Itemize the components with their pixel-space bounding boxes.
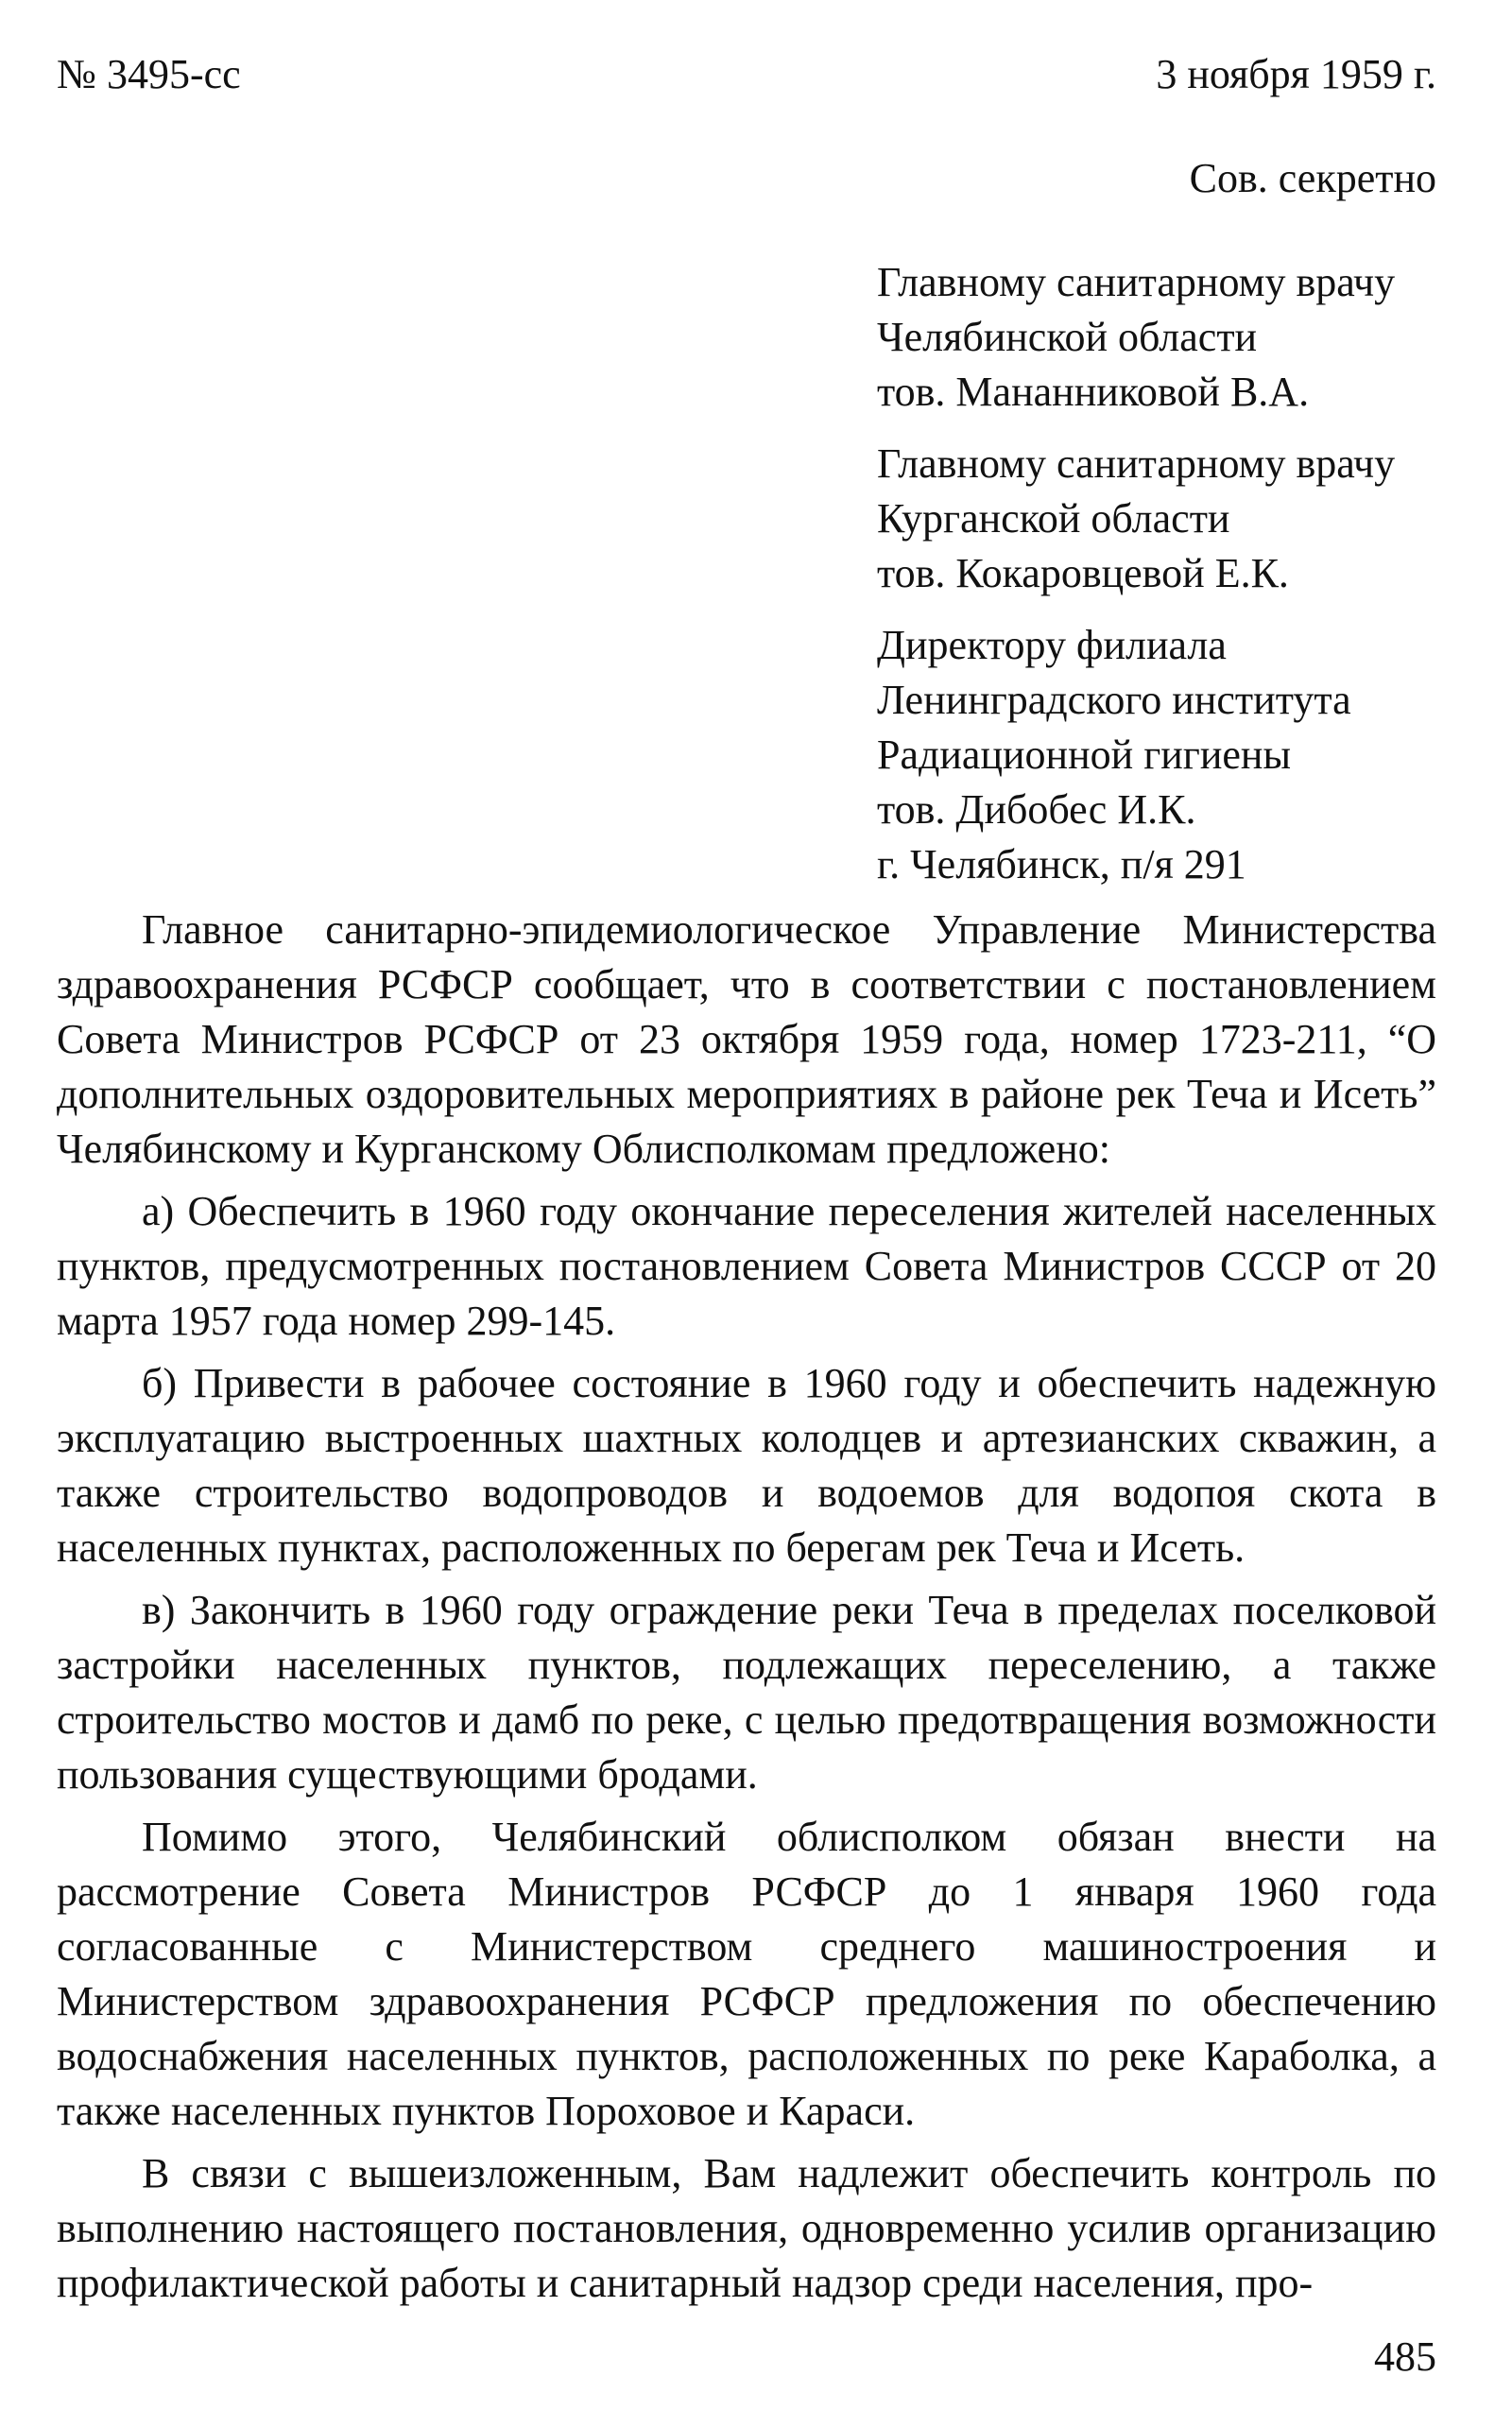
recipient-line: Челябинской области xyxy=(877,314,1258,360)
document-header xyxy=(57,38,1436,104)
document-number: № 3495-сс xyxy=(57,51,241,97)
recipient-line: Курганской области xyxy=(877,495,1230,542)
recipient-line: тов. Кокаровцевой Е.К. xyxy=(877,550,1289,596)
recipient-line: тов. Дибобес И.К. xyxy=(877,786,1196,833)
recipient-line: Главному санитарному врачу xyxy=(877,259,1396,305)
document-body xyxy=(57,903,1436,2318)
body-paragraph-item-a: а) Обеспечить в 1960 году окончание переселения жителей населенных пунктов, предусмотренных постановлением Совета Министров СССР от 20 марта 1957 года номер 299-145. xyxy=(57,1188,1436,1344)
recipient-institute xyxy=(877,618,1436,892)
recipient-line: Директору филиала xyxy=(877,622,1227,668)
recipient-kurgan xyxy=(877,437,1436,601)
recipient-line: Ленинградского института xyxy=(877,677,1351,723)
document-page xyxy=(57,38,1436,2380)
recipient-line: г. Челябинск, п/я 291 xyxy=(877,841,1246,887)
recipient-line: тов. Мананниковой В.А. xyxy=(877,369,1310,415)
document-date: 3 ноября 1959 г. xyxy=(1156,51,1436,97)
recipient-line: Радиационной гигиены xyxy=(877,732,1292,778)
recipient-line: Главному санитарному врачу xyxy=(877,440,1396,487)
body-paragraph-intro: Главное санитарно-эпидемиологическое Управление Министерства здравоохранения РСФСР сообщает, что в соответствии с постановлением Совета Министров РСФСР от 23 октября 1959 года, номер 1723-211, “О дополнительных оздоровительных мероприятиях в районе рек Теча и Исеть” Челябинскому и Курганскому Облисполкомам предложено: xyxy=(57,906,1436,1172)
body-paragraph-item-v: в) Закончить в 1960 году ограждение реки Теча в пределах поселковой застройки населенных пунктов, подлежащих переселению, а также строительство мостов и дамб по реке, с целью предотвращения возможности пользования существующими бродами. xyxy=(57,1587,1436,1798)
body-paragraph-conclusion: В связи с вышеизложенным, Вам надлежит обеспечить контроль по выполнению настоящего постановления, одновременно усилив организацию профилактической работы и санитарный надзор среди населения, про- xyxy=(57,2150,1436,2306)
page-number: 485 xyxy=(1374,2333,1436,2380)
recipient-chelyabinsk xyxy=(877,255,1436,420)
recipients-block xyxy=(877,255,1436,909)
body-paragraph-additional: Помимо этого, Челябинский облисполком обязан внести на рассмотрение Совета Министров РСФСР до 1 января 1960 года согласованные с Министерством среднего машиностроения и Министерством здравоохранения РСФСР предложения по обеспечению водоснабжения населенных пунктов, расположенных по реке Караболка, а также населенных пунктов Пороховое и Караси. xyxy=(57,1814,1436,2134)
body-paragraph-item-b: б) Привести в рабочее состояние в 1960 году и обеспечить надежную эксплуатацию выстроенных шахтных колодцев и артезианских скважин, а также строительство водопроводов и водоемов для водопоя скота в населенных пунктах, расположенных по берегам рек Теча и Исеть. xyxy=(57,1360,1436,1571)
classification-label: Сов. секретно xyxy=(1189,155,1436,201)
